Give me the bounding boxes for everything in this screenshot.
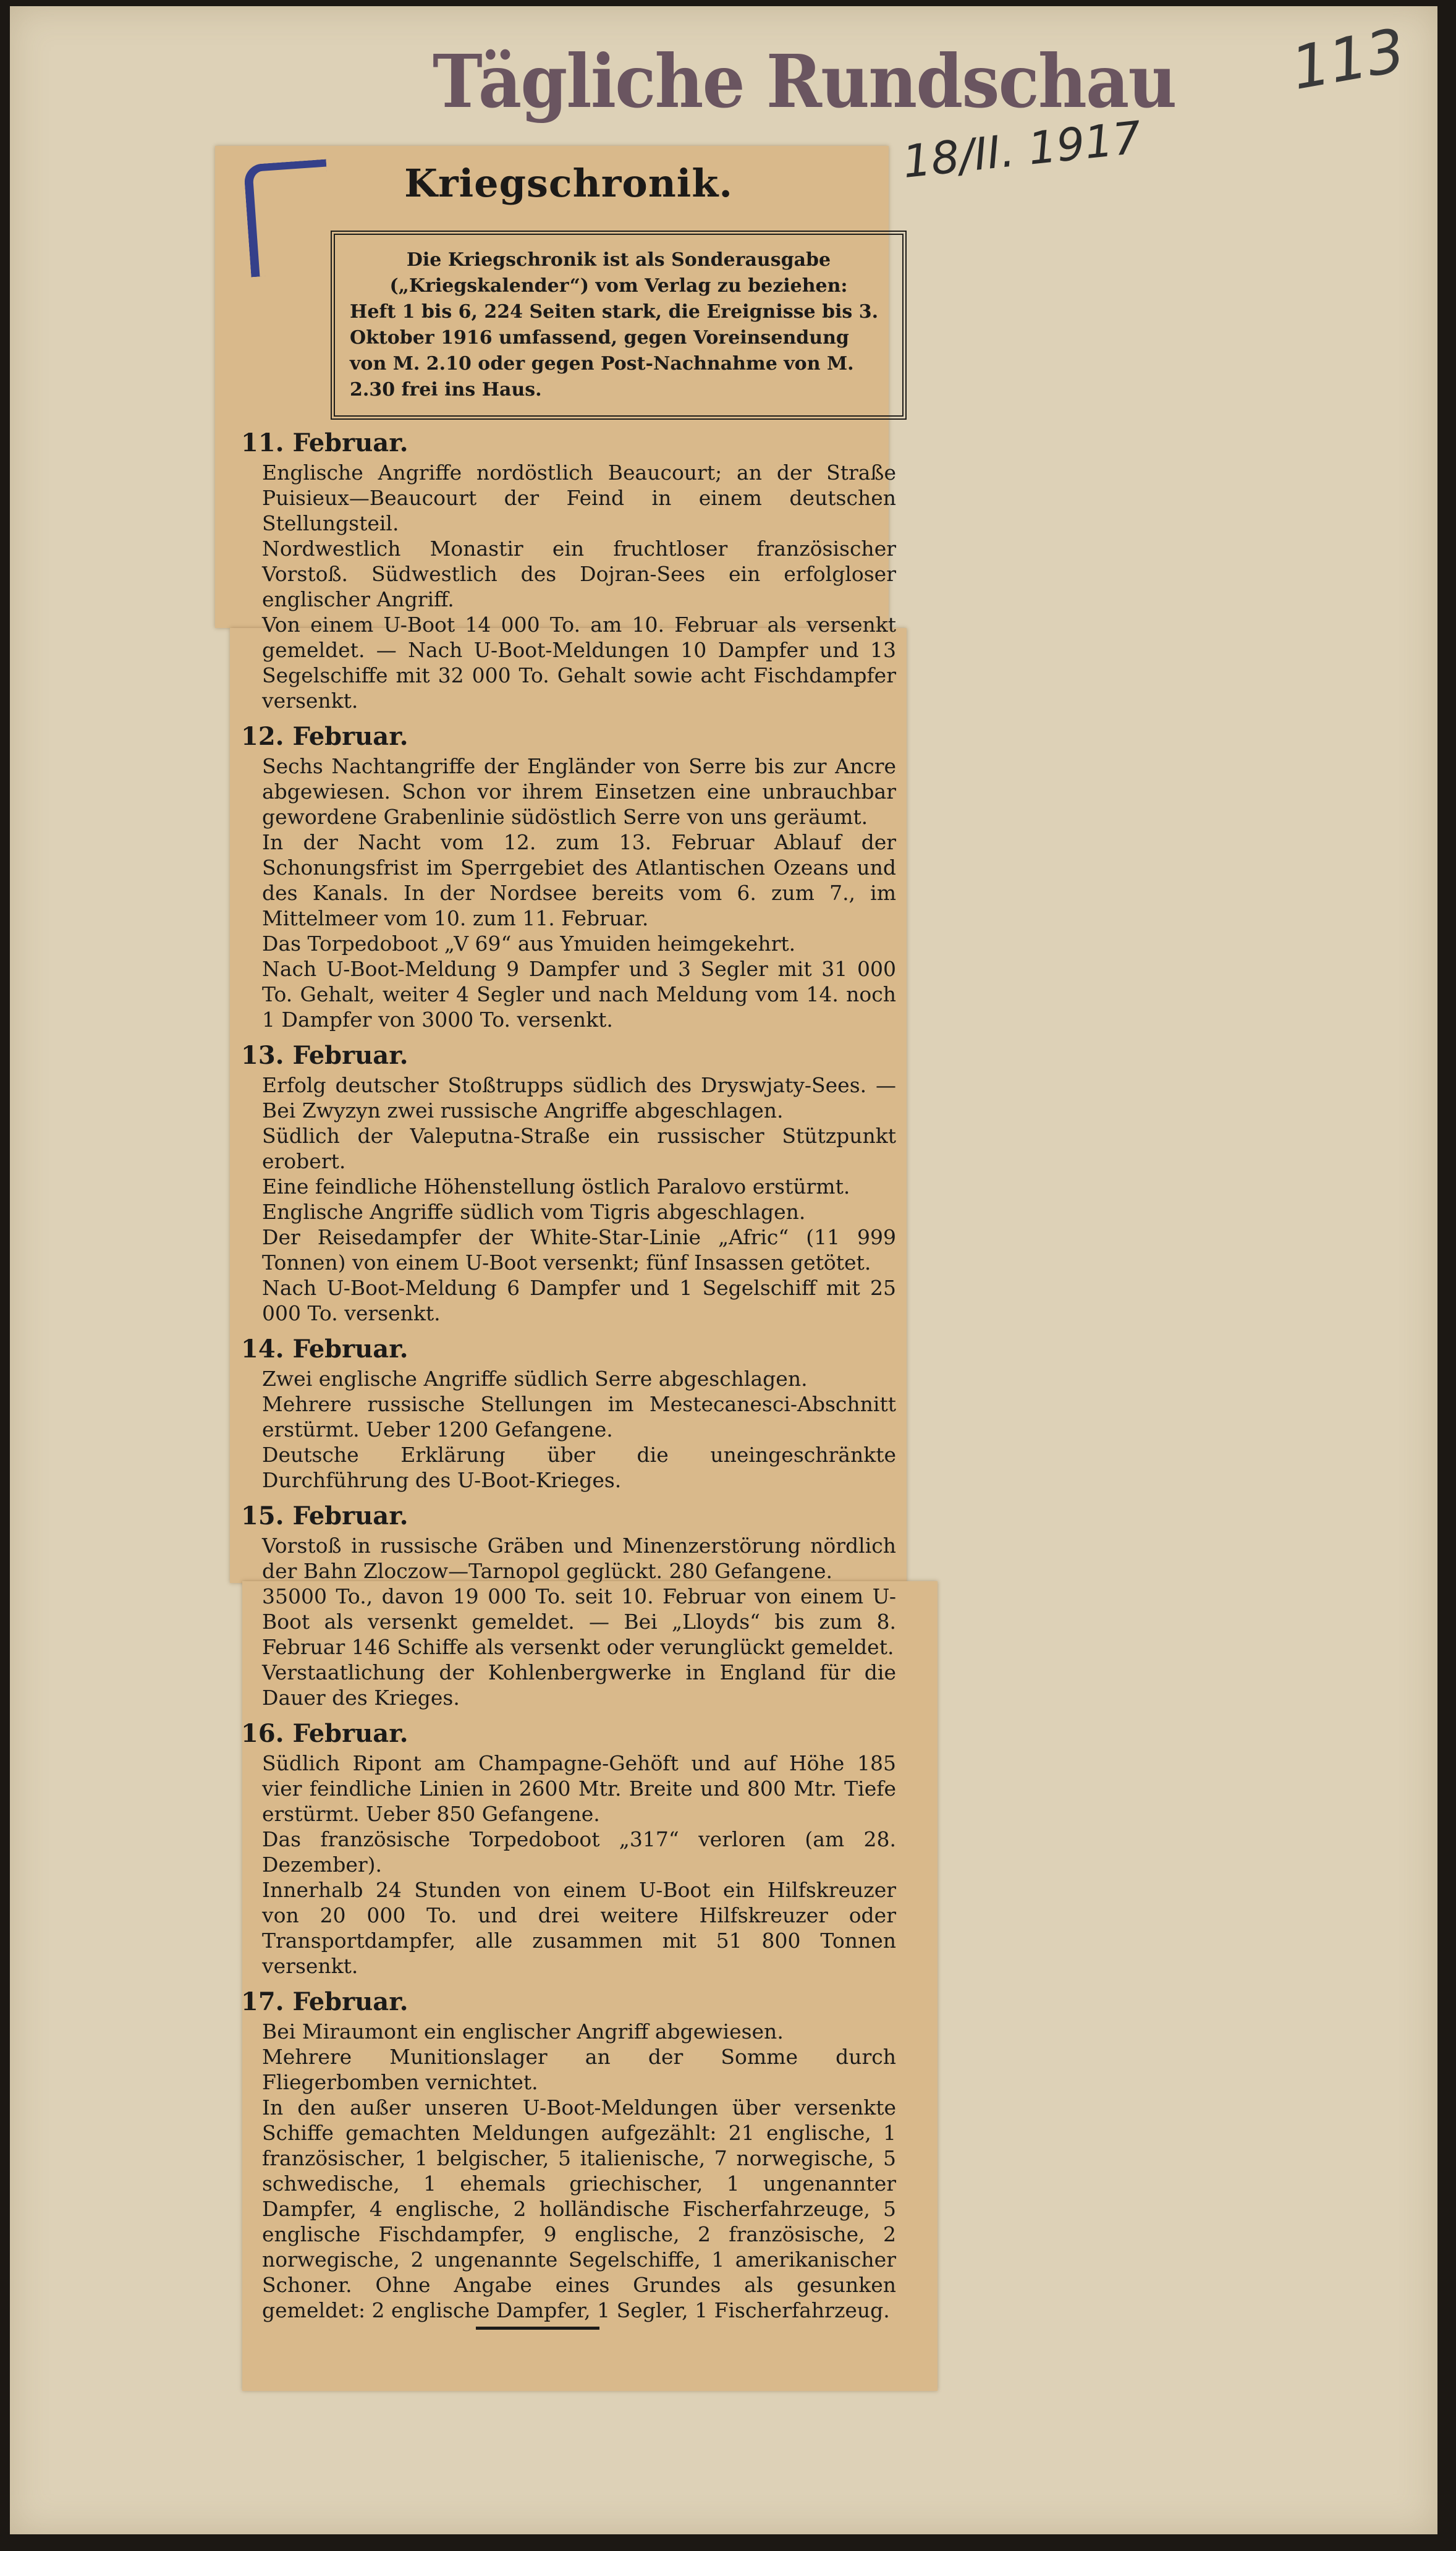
folio-number: 113 (1286, 15, 1410, 104)
date-heading: 15. Februar. (241, 1501, 408, 1530)
chronicle-entry: Innerhalb 24 Stunden von einem U-Boot ein Hilfskreuzer von 20 000 To. und drei weitere Hilfskreuzer oder Transportdampfer, alle zusammen mit 51 800 Tonnen versenkt. (262, 1878, 896, 1978)
chronicle-entry: Erfolg deutscher Stoßtrupps südlich des Dryswjaty-Sees. — Bei Zwyzyn zwei russische Angriffe abgeschlagen. (262, 1073, 896, 1123)
chronicle-entry: Englische Angriffe südlich vom Tigris abgeschlagen. (262, 1200, 806, 1224)
chronicle-entry: Eine feindliche Höhenstellung östlich Paralovo erstürmt. (262, 1174, 850, 1199)
notice-line-2: Heft 1 bis 6, 224 Seiten stark, die Ereignisse bis 3. Oktober 1916 umfassend, gegen Voreinsendung von M. 2.10 oder gegen Post-Nachnahme von M. 2.30 frei ins Haus. (350, 301, 879, 401)
chronicle-entry: Das französische Torpedoboot „317“ verloren (am 28. Dezember). (262, 1827, 896, 1877)
chronicle-entry: In der Nacht vom 12. zum 13. Februar Ablauf der Schonungsfrist im Sperrgebiet des Atlantischen Ozeans und des Kanals. In der Nordsee bereits vom 6. zum 7., im Mittelmeer vom 10. zum 11. Februar. (262, 830, 896, 930)
chronicle-entry: Bei Miraumont ein englischer Angriff abgewiesen. (262, 2019, 784, 2044)
chronicle-entry: Zwei englische Angriffe südlich Serre abgeschlagen. (262, 1367, 808, 1391)
masthead-stamp: Tägliche Rundschau (433, 38, 1176, 124)
notice-line-1: Die Kriegschronik ist als Sonderausgabe („Kriegskalender“) vom Verlag zu beziehen: (389, 249, 848, 297)
chronicle-entry: Der Reisedampfer der White-Star-Linie „Afric“ (11 999 Tonnen) von einem U-Boot versenkt; fünf Insassen getötet. (262, 1225, 896, 1275)
date-heading: 11. Februar. (241, 428, 408, 457)
chronicle-entry: Nordwestlich Monastir ein fruchtloser französischer Vorstoß. Südwestlich des Dojran-Sees ein erfolgloser englischer Angriff. (262, 537, 896, 611)
chronicle-entry: Sechs Nachtangriffe der Engländer von Serre bis zur Ancre abgewiesen. Schon vor ihrem Einsetzen eine unbrauchbar gewordene Grabenlinie südöstlich Serre von uns geräumt. (262, 754, 896, 829)
chronicle-entry: Englische Angriffe nordöstlich Beaucourt; an der Straße Puisieux—Beaucourt der Feind in einem deutschen Stellungsteil. (262, 461, 896, 535)
notice-box (331, 231, 907, 420)
chronicle-entry: Südlich Ripont am Champagne-Gehöft und auf Höhe 185 vier feindliche Linien in 2600 Mtr. Breite und 800 Mtr. Tiefe erstürmt. Ueber 850 Gefangene. (262, 1751, 896, 1826)
chronicle-entries (235, 428, 902, 2323)
chronicle-entry: Von einem U-Boot 14 000 To. am 10. Februar als versenkt gemeldet. — Nach U-Boot-Meldungen 10 Dampfer und 13 Segelschiffe mit 32 000 To. Gehalt sowie acht Fischdampfer versenkt. (262, 613, 896, 713)
date-heading: 14. Februar. (241, 1335, 408, 1364)
chronicle-entry: Deutsche Erklärung über die uneingeschränkte Durchführung des U-Boot-Krieges. (262, 1443, 896, 1492)
end-rule (476, 2327, 599, 2330)
article-heading: Kriegschronik. (404, 161, 733, 206)
chronicle-entry: 35000 To., davon 19 000 To. seit 10. Februar von einem U-Boot als versenkt gemeldet. — Bei „Lloyds“ bis zum 8. Februar 146 Schiffe als versenkt oder verunglückt gemeldet. (262, 1584, 896, 1659)
chronicle-entry: Nach U-Boot-Meldung 9 Dampfer und 3 Segler mit 31 000 To. Gehalt, weiter 4 Segler und nach Meldung vom 14. noch 1 Dampfer von 3000 To. versenkt. (262, 957, 896, 1032)
chronicle-entry: Verstaatlichung der Kohlenbergwerke in England für die Dauer des Krieges. (262, 1660, 896, 1710)
handwritten-date: 18/II. 1917 (900, 111, 1144, 189)
chronicle-entry: Mehrere russische Stellungen im Mestecanesci-Abschnitt erstürmt. Ueber 1200 Gefangene. (262, 1392, 896, 1441)
chronicle-entry: Das Torpedoboot „V 69“ aus Ymuiden heimgekehrt. (262, 932, 796, 956)
date-heading: 12. Februar. (241, 722, 408, 751)
date-heading: 13. Februar. (241, 1041, 408, 1070)
chronicle-entry: Mehrere Munitionslager an der Somme durch Fliegerbomben vernichtet. (262, 2045, 896, 2094)
chronicle-entry: Südlich der Valeputna-Straße ein russischer Stützpunkt erobert. (262, 1124, 896, 1173)
chronicle-entry: In den außer unseren U-Boot-Meldungen über versenkte Schiffe gemachten Meldungen aufgezählt: 21 englische, 1 französischer, 1 belgischer, 5 italienische, 7 norwegische, 5 schwedische, 1 ehemals griechischer, 1 ungenannter Dampfer, 4 englische, 2 holländische Fischerfahrzeuge, 5 englische Fischdampfer, 9 englische, 2 französische, 2 norwegische, 2 ungenannte Segelschiffe, 1 amerikanischer Schoner. Ohne Angabe eines Grundes als gesunken gemeldet: 2 englische Dampfer, 1 Segler, 1 Fischerfahrzeug. (262, 2095, 896, 2322)
date-heading: 16. Februar. (241, 1719, 408, 1748)
chronicle-entry: Nach U-Boot-Meldung 6 Dampfer und 1 Segelschiff mit 25 000 To. versenkt. (262, 1276, 896, 1325)
date-heading: 17. Februar. (241, 1987, 408, 2016)
article (235, 148, 902, 2330)
chronicle-entry: Vorstoß in russische Gräben und Minenzerstörung nördlich der Bahn Zloczow—Tarnopol geglückt. 280 Gefangene. (262, 1534, 896, 1583)
